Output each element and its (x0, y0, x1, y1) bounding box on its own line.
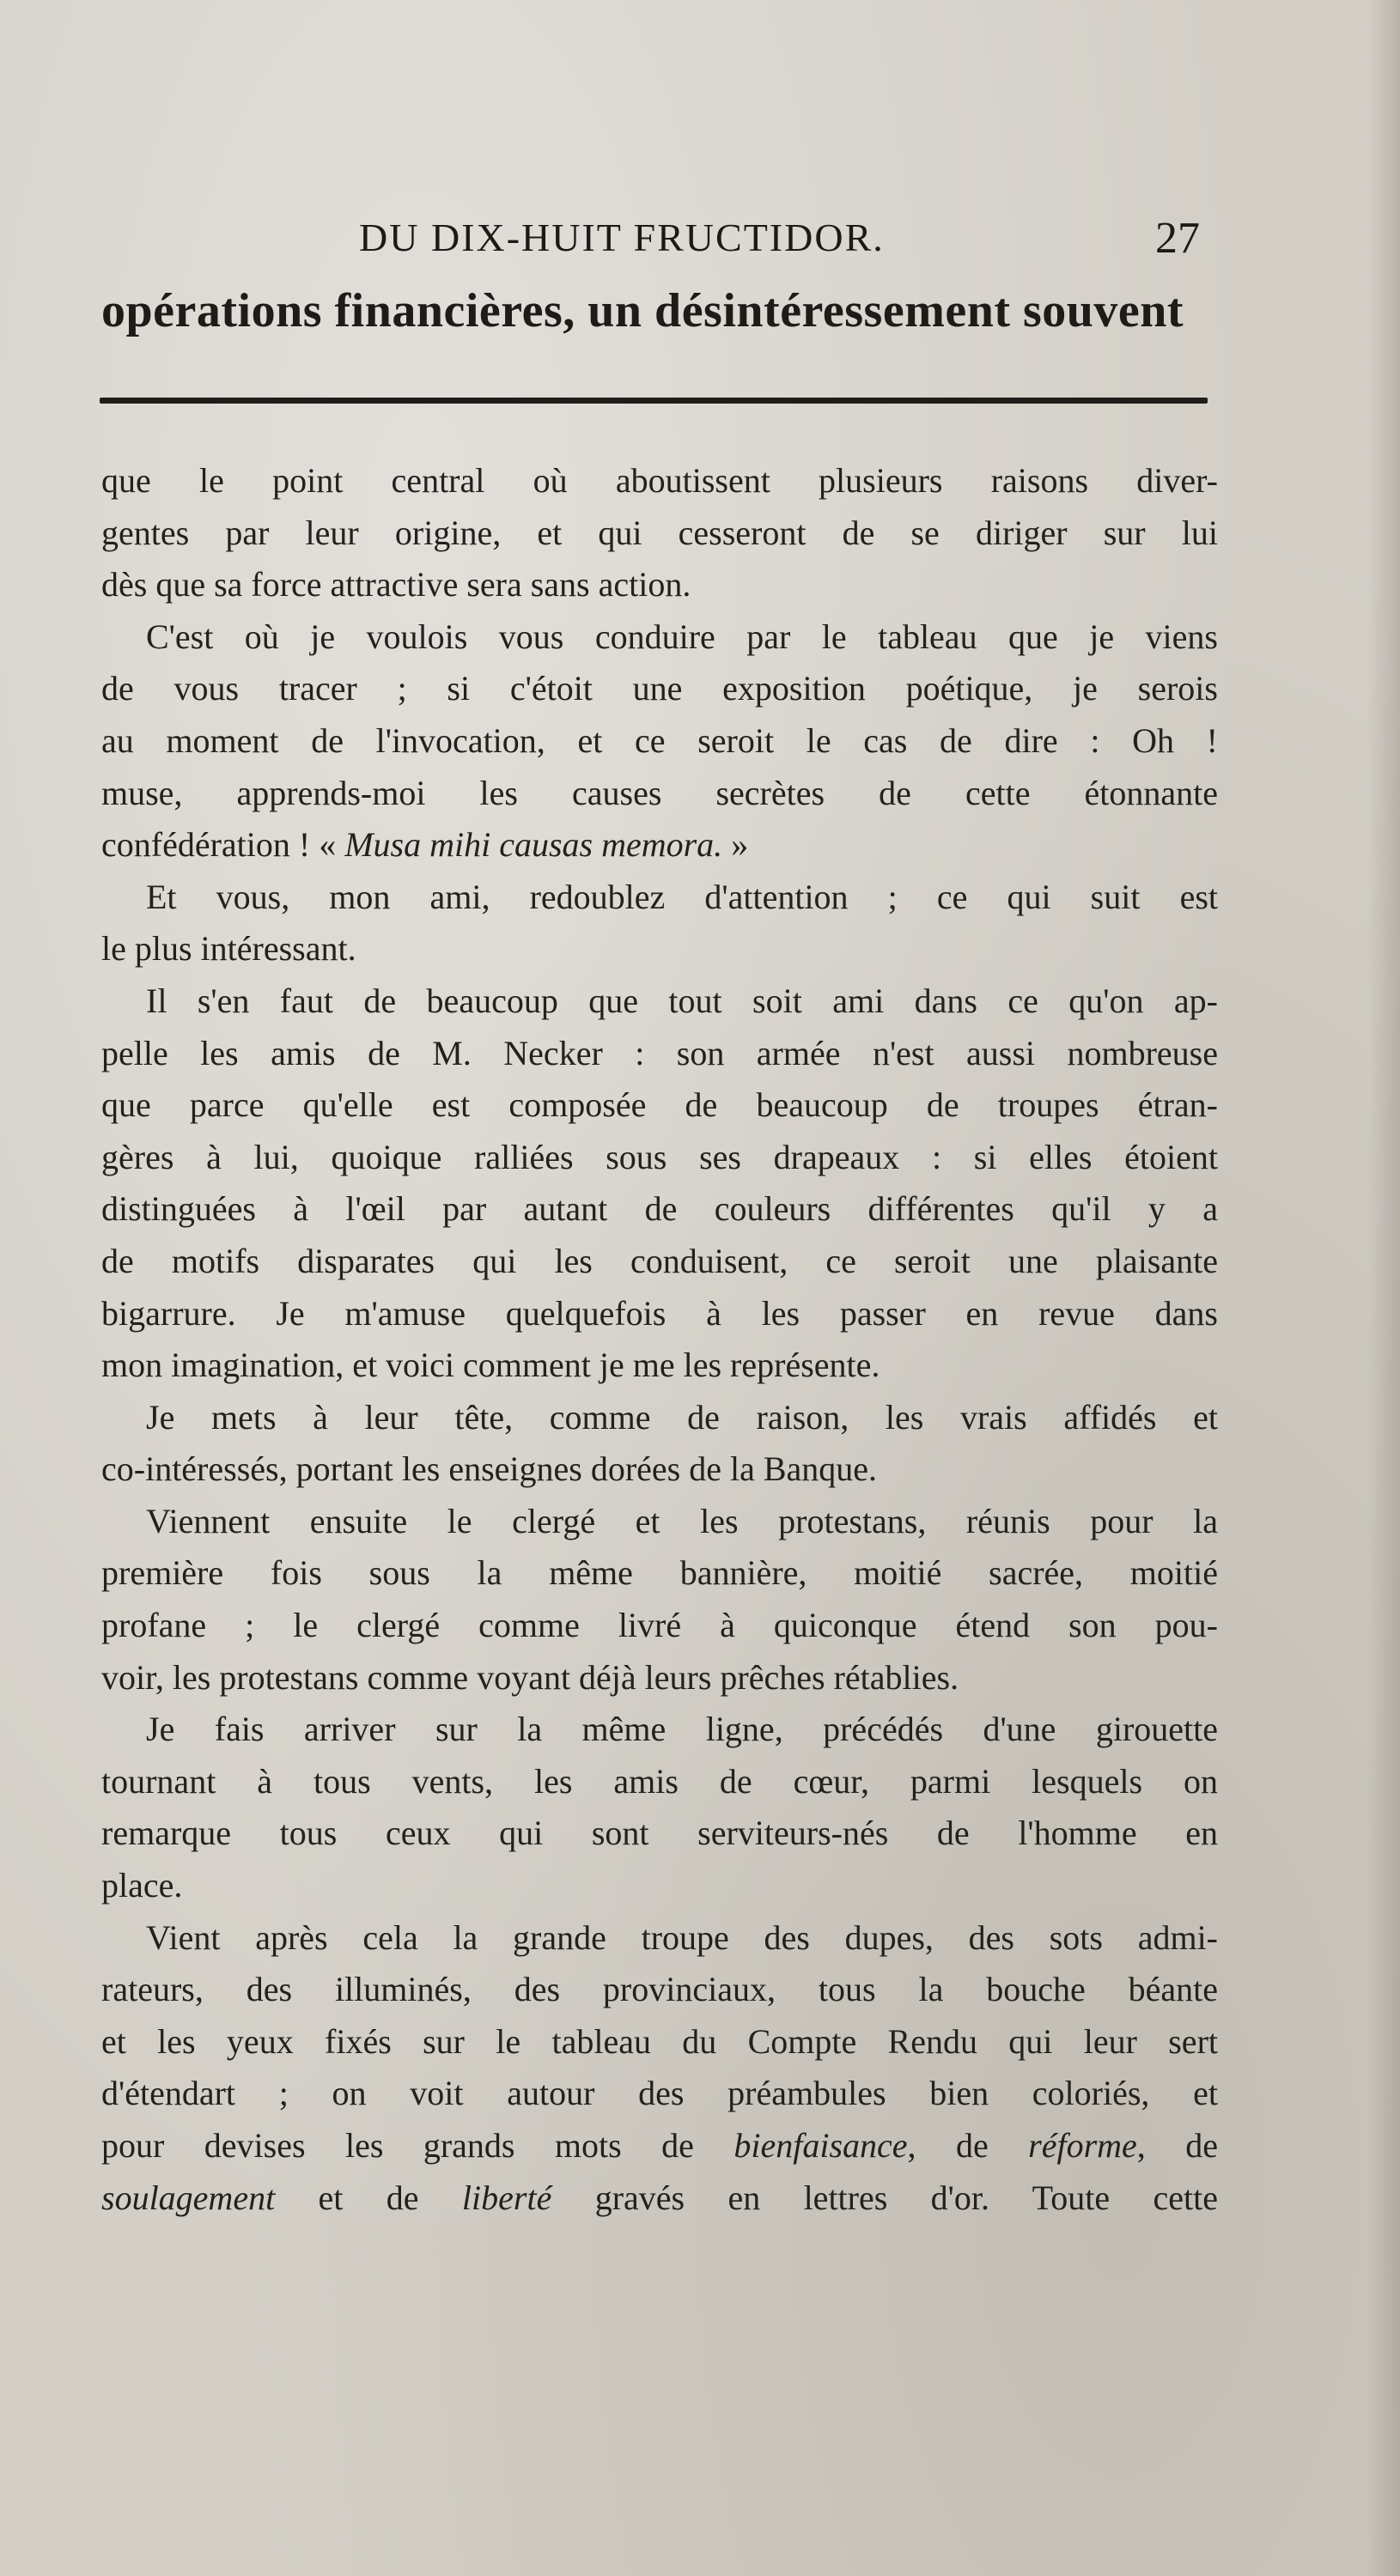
text-line-16: de motifs disparates qui les conduisent, ce seroit une plaisante (101, 1241, 1218, 1280)
text-line-8 (101, 819, 1218, 872)
text-line-22: première fois sous la même bannière, moitié sacrée, moitié (101, 1553, 1218, 1593)
comma-de-end: , de (1136, 2126, 1218, 2165)
text-line-32: d'étendart ; on voit autour des préambules bien coloriés, et (101, 2074, 1218, 2113)
text-line-1: que le point central où aboutissent plusieurs raisons diver- (101, 461, 1218, 500)
text-line-34 (101, 2172, 1218, 2225)
word-reforme: réforme (1028, 2126, 1137, 2165)
quote-close: » (722, 825, 749, 865)
text-line-18: mon imagination, et voici comment je me les représente. (101, 1346, 880, 1385)
text-line-6: au moment de l'invocation, et ce seroit le cas de dire : Oh ! (101, 720, 1218, 760)
text-line-31: et les yeux fixés sur le tableau du Compte Rendu qui leur sert (101, 2021, 1218, 2061)
comma-de: , de (907, 2126, 1029, 2165)
text-line-7: muse, apprends-moi les causes secrètes de cette étonnante (101, 773, 1218, 812)
word-bienfaisance: bienfaisance (733, 2126, 908, 2165)
text-line-33-start: pour devises les grands mots de (101, 2126, 734, 2165)
text-line-30: rateurs, des illuminés, des provinciaux, tous la bouche béante (101, 1970, 1218, 2009)
text-line-14: gères à lui, quoique ralliées sous ses drapeaux : si elles étoient (101, 1137, 1218, 1176)
catch-line: opérations financières, un désintéressement souvent (101, 284, 1184, 337)
text-line-5: de vous tracer ; si c'étoit une exposition poétique, je serois (101, 669, 1218, 708)
text-line-27: remarque tous ceux qui sont serviteurs-nés de l'homme en (101, 1814, 1218, 1853)
text-line-25: Je fais arriver sur la même ligne, précédés d'une girouette (146, 1710, 1218, 1749)
body-text (101, 455, 1218, 2224)
text-line-28: place. (101, 1866, 183, 1905)
running-head (0, 215, 1400, 275)
text-line-4: C'est où je voulois vous conduire par le tableau que je viens (146, 617, 1218, 656)
text-line-34-end: gravés en lettres d'or. Toute cette (551, 2178, 1218, 2217)
text-line-17: bigarrure. Je m'amuse quelquefois à les passer en revue dans (101, 1293, 1218, 1333)
text-line-19: Je mets à leur tête, comme de raison, les vrais affidés et (146, 1397, 1218, 1437)
text-line-10: le plus intéressant. (101, 929, 356, 969)
text-line-11: Il s'en faut de beaucoup que tout soit ami dans ce qu'on ap- (146, 981, 1218, 1020)
running-head-title: DU DIX-HUIT FRUCTIDOR. (359, 216, 885, 259)
text-line-26: tournant à tous vents, les amis de cœur, parmi lesquels on (101, 1761, 1218, 1801)
text-line-12: pelle les amis de M. Necker : son armée n'est aussi nombreuse (101, 1033, 1218, 1072)
text-line-2: gentes par leur origine, et qui cesseront de se diriger sur lui (101, 513, 1218, 552)
horizontal-rule (100, 398, 1208, 404)
text-line-3: dès que sa force attractive sera sans action. (101, 565, 691, 605)
text-line-9: Et vous, mon ami, redoublez d'attention ; ce qui suit est (146, 877, 1218, 916)
text-line-21: Viennent ensuite le clergé et les protestans, réunis pour la (146, 1501, 1218, 1540)
text-line-29: Vient après cela la grande troupe des dupes, des sots admi- (146, 1917, 1218, 1957)
text-line-33 (101, 2120, 1218, 2172)
text-line-13: que parce qu'elle est composée de beaucoup de troupes étran- (101, 1085, 1218, 1125)
word-liberte: liberté (461, 2178, 552, 2217)
et-de: et de (275, 2178, 462, 2217)
text-line-8-start: confédération ! « (101, 825, 345, 865)
page-number: 27 (1155, 214, 1200, 263)
latin-quote: Musa mihi causas memora. (344, 825, 723, 865)
text-line-15: distinguées à l'œil par autant de couleurs différentes qu'il y a (101, 1189, 1218, 1229)
text-line-20: co-intéressés, portant les enseignes dorées de la Banque. (101, 1449, 878, 1489)
word-soulagement: soulagement (101, 2178, 276, 2217)
page-edge-shadow (1367, 0, 1400, 2576)
text-line-24: voir, les protestans comme voyant déjà leurs prêches rétablies. (101, 1657, 959, 1697)
text-line-23: profane ; le clergé comme livré à quiconque étend son pou- (101, 1606, 1218, 1645)
